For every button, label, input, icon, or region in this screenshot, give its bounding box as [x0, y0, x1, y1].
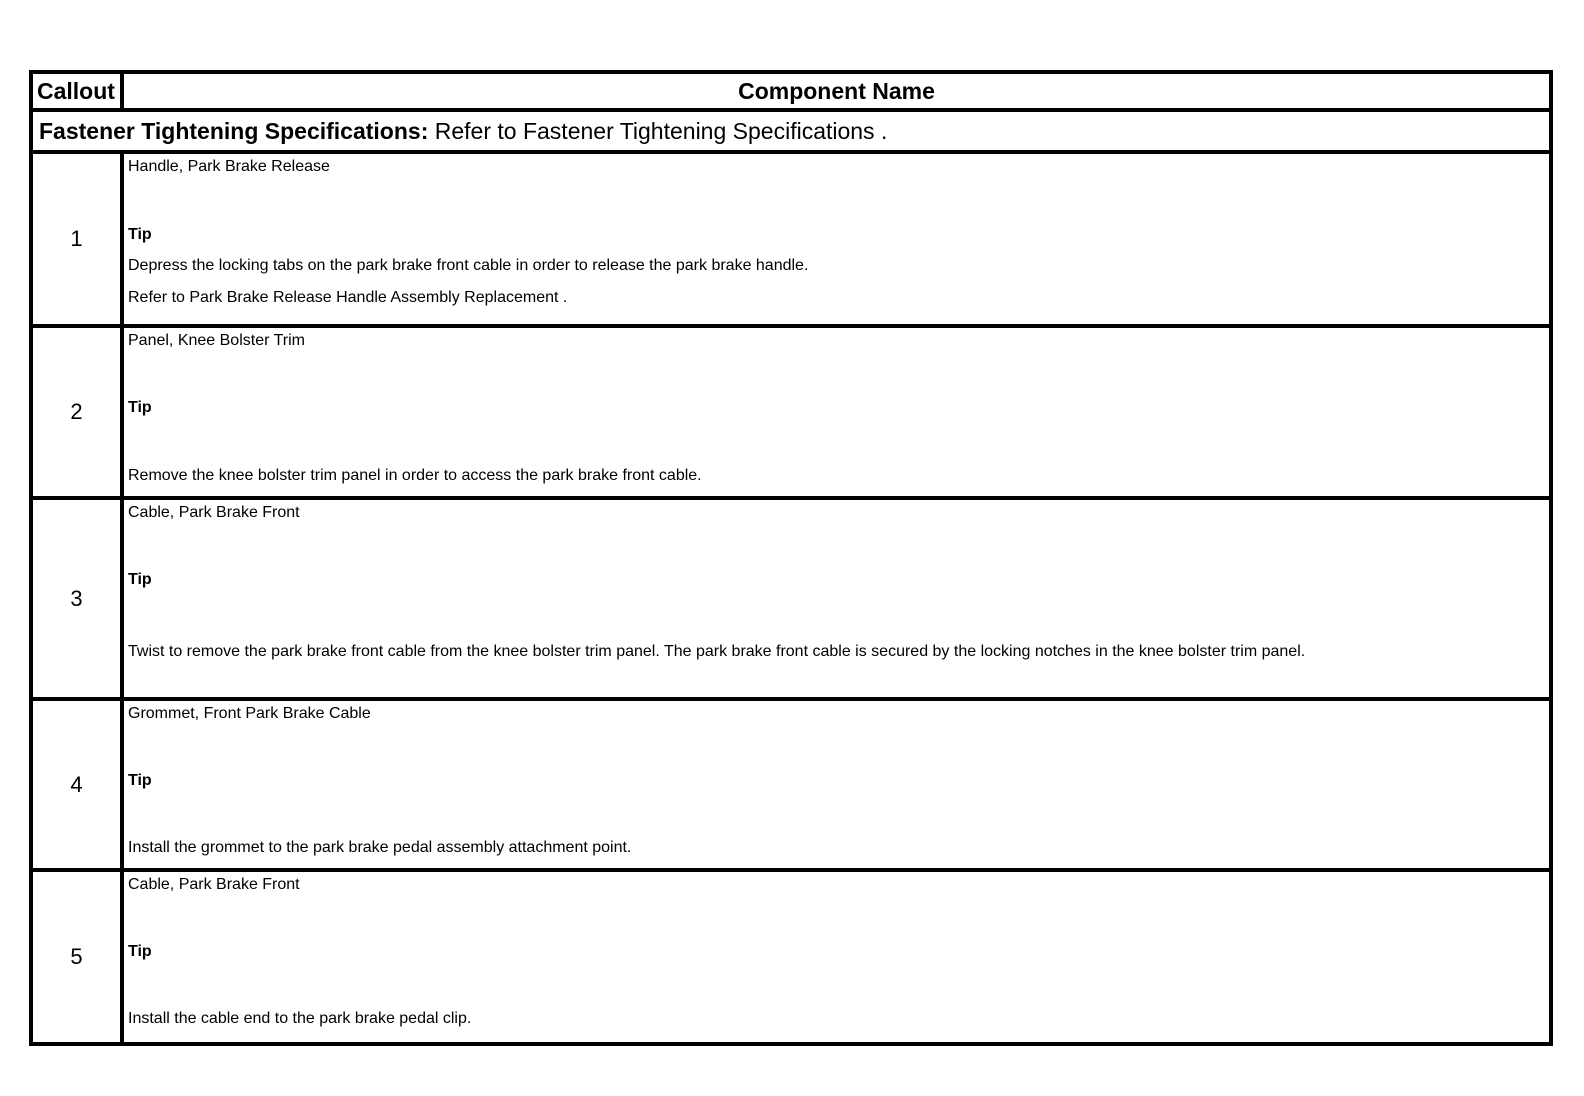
- tip-label: Tip: [128, 943, 152, 960]
- tip-text: Remove the knee bolster trim panel in order to access the park brake front cable.: [128, 467, 702, 484]
- table-row: [31, 699, 1551, 870]
- table-row: [31, 326, 1551, 498]
- tip-label: Tip: [128, 772, 152, 789]
- tip-label: Tip: [128, 571, 152, 588]
- component-name: Handle, Park Brake Release: [128, 158, 330, 175]
- callout-number: 3: [31, 498, 122, 699]
- table-row: [31, 152, 1551, 326]
- component-cell: [122, 152, 1551, 326]
- component-name: Cable, Park Brake Front: [128, 876, 300, 893]
- tip-text: Twist to remove the park brake front cable from the knee bolster trim panel. The park brake front cable is secured by the locking notches in the knee bolster trim panel.: [128, 643, 1306, 660]
- fastener-spec-label: Fastener Tightening Specifications:: [39, 117, 429, 144]
- callout-number: 2: [31, 326, 122, 498]
- component-name-header: Component Name: [122, 72, 1551, 110]
- fastener-spec-cell: [31, 110, 1551, 152]
- component-name: Grommet, Front Park Brake Cable: [128, 705, 371, 722]
- callout-number: 5: [31, 870, 122, 1044]
- fastener-spec-row: [31, 110, 1551, 152]
- tip-label: Tip: [128, 399, 152, 416]
- tip-text: Install the cable end to the park brake pedal clip.: [128, 1010, 472, 1027]
- component-table: [29, 70, 1553, 1046]
- tip-label: Tip: [128, 226, 152, 243]
- tip-text: Install the grommet to the park brake pedal assembly attachment point.: [128, 839, 632, 856]
- component-cell: [122, 699, 1551, 870]
- tip-text: Depress the locking tabs on the park brake front cable in order to release the park brake handle.: [128, 257, 809, 274]
- component-cell: [122, 870, 1551, 1044]
- component-cell: [122, 326, 1551, 498]
- callout-number: 1: [31, 152, 122, 326]
- fastener-spec-link[interactable]: Refer to Fastener Tightening Specifications .: [434, 117, 888, 144]
- component-name: Panel, Knee Bolster Trim: [128, 332, 305, 349]
- tip-reference-link[interactable]: Refer to Park Brake Release Handle Assembly Replacement .: [128, 289, 568, 306]
- component-name: Cable, Park Brake Front: [128, 504, 300, 521]
- table-row: [31, 498, 1551, 699]
- table-row: [31, 870, 1551, 1044]
- component-cell: [122, 498, 1551, 699]
- callout-header: Callout: [31, 72, 122, 110]
- callout-number: 4: [31, 699, 122, 870]
- table-header-row: [31, 72, 1551, 110]
